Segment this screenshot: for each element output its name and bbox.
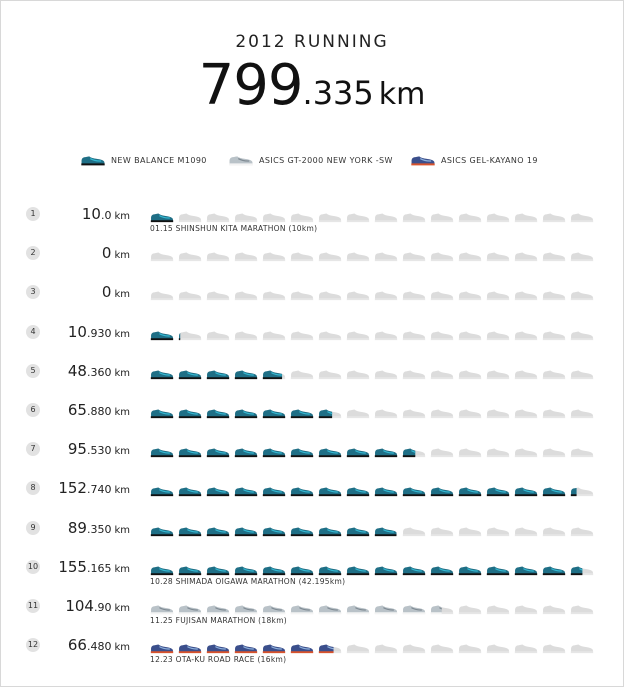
month-distance <box>40 635 130 654</box>
shoe-icon-filled <box>542 561 566 580</box>
month-row <box>0 472 624 508</box>
shoe-icon-empty <box>486 365 510 384</box>
shoe-icon-empty <box>570 639 594 658</box>
month-number: 8 <box>26 481 40 495</box>
shoe-icon-filled <box>542 482 566 501</box>
distance-fraction: .0 <box>100 209 112 222</box>
distance-unit: km <box>114 603 130 614</box>
shoe-icon-empty <box>486 208 510 227</box>
shoe-icon-empty <box>486 639 510 658</box>
month-row <box>0 512 624 548</box>
distance-unit: km <box>114 446 130 458</box>
distance-unit: km <box>114 524 130 536</box>
shoe-icon-empty <box>402 208 426 227</box>
shoe-icon-empty <box>542 404 566 423</box>
shoe-icon-empty <box>542 208 566 227</box>
distance-integer: 104 <box>65 597 94 615</box>
shoe-icon-empty <box>374 247 398 266</box>
shoe-icon-empty <box>486 404 510 423</box>
month-row <box>0 551 624 587</box>
shoe-icon-empty <box>514 247 538 266</box>
shoe-icon-filled <box>374 443 398 462</box>
shoe-icon-filled <box>206 522 230 541</box>
shoe-icon-filled <box>290 600 314 619</box>
distance-unit: km <box>114 328 130 340</box>
distance-integer: 0 <box>101 283 112 302</box>
distance-fraction: .480 <box>86 640 112 654</box>
shoe-icon-filled <box>150 522 174 541</box>
shoe-icon-filled <box>206 365 230 384</box>
distance-unit: km <box>114 642 130 654</box>
month-distance <box>40 361 130 380</box>
shoe-icon-empty <box>346 404 370 423</box>
shoe-icon-empty <box>402 404 426 423</box>
shoe-icon-filled <box>486 561 510 580</box>
shoe-icon-empty <box>374 639 398 658</box>
shoe-icon-empty <box>206 326 230 345</box>
shoe-icon <box>410 154 436 166</box>
shoe-icon-empty <box>430 365 454 384</box>
shoe-icon-empty <box>234 286 258 305</box>
shoe-icon-empty <box>206 286 230 305</box>
shoe-icon-empty <box>542 286 566 305</box>
month-row <box>0 276 624 312</box>
shoe-icon-empty <box>458 600 482 619</box>
shoe-icon-filled <box>262 522 286 541</box>
shoe-icon-empty <box>374 326 398 345</box>
shoe-icon-filled <box>206 443 230 462</box>
shoe-bar <box>150 443 610 459</box>
shoe-bar <box>150 326 610 342</box>
shoe-icon-empty <box>374 208 398 227</box>
shoe-icon-empty <box>542 443 566 462</box>
shoe-icon-filled <box>402 443 426 462</box>
shoe-icon-empty <box>458 522 482 541</box>
shoe-bar <box>150 247 610 263</box>
distance-integer: 155 <box>58 557 87 576</box>
shoe-icon-filled <box>374 522 398 541</box>
shoe-icon-empty <box>542 247 566 266</box>
shoe-bar <box>150 208 610 224</box>
month-distance <box>40 557 130 576</box>
shoe-icon-empty <box>346 247 370 266</box>
shoe-icon-empty <box>290 365 314 384</box>
month-distance <box>40 439 130 458</box>
shoe-icon-empty <box>570 208 594 227</box>
shoe-icon-empty <box>486 286 510 305</box>
shoe-icon-filled <box>262 365 286 384</box>
distance-fraction: .360 <box>86 365 112 379</box>
month-number: 11 <box>26 599 40 613</box>
shoe-icon-empty <box>178 286 202 305</box>
month-row <box>0 394 624 430</box>
shoe-icon-filled <box>150 404 174 423</box>
shoe-bar <box>150 365 610 381</box>
shoe-icon-empty <box>346 286 370 305</box>
shoe-icon-empty <box>430 443 454 462</box>
month-number: 3 <box>26 285 40 299</box>
shoe-icon-empty <box>430 326 454 345</box>
shoe-icon-empty <box>514 365 538 384</box>
distance-integer: 66 <box>67 636 87 655</box>
shoe-icon-empty <box>402 365 426 384</box>
shoe-bar <box>150 639 610 655</box>
shoe-icon-empty <box>430 247 454 266</box>
month-number: 6 <box>26 403 40 417</box>
distance-integer: 95 <box>67 440 87 459</box>
shoe-icon-filled <box>178 365 202 384</box>
shoe-icon-filled <box>234 522 258 541</box>
month-distance <box>40 478 130 497</box>
shoe-icon-empty <box>430 639 454 658</box>
distance-fraction: .90 <box>93 601 112 614</box>
month-row <box>0 355 624 391</box>
shoe-icon <box>228 154 254 166</box>
distance-integer: 152 <box>58 479 87 498</box>
total-fraction: .335 <box>302 74 374 112</box>
distance-integer: 10 <box>67 322 87 341</box>
shoe-icon-filled <box>150 482 174 501</box>
shoe-bar <box>150 561 610 577</box>
distance-integer: 48 <box>67 361 87 380</box>
shoe-icon-filled <box>346 600 370 619</box>
legend-label: ASICS GEL-KAYANO 19 <box>441 155 538 165</box>
shoe-icon-empty <box>514 208 538 227</box>
month-number: 12 <box>26 638 40 652</box>
shoe-icon-filled <box>150 326 174 345</box>
month-number: 2 <box>26 246 40 260</box>
shoe-icon-filled <box>290 443 314 462</box>
shoe-icon-empty <box>318 286 342 305</box>
race-note: 11.25 FUJISAN MARATHON (18km) <box>150 616 288 625</box>
shoe-icon-empty <box>262 326 286 345</box>
shoe-icon-empty <box>430 286 454 305</box>
shoe-icon-empty <box>346 326 370 345</box>
shoe-icon-filled <box>150 443 174 462</box>
month-number: 1 <box>26 207 40 221</box>
shoe-icon-filled <box>374 561 398 580</box>
shoe-icon-filled <box>318 404 342 423</box>
legend-item-asics-gt2000 <box>228 154 393 166</box>
shoe-icon-empty <box>318 365 342 384</box>
shoe-icon-empty <box>514 600 538 619</box>
distance-integer: 0 <box>101 244 112 263</box>
shoe-bar <box>150 522 610 538</box>
shoe-icon-empty <box>570 286 594 305</box>
shoe-icon-empty <box>234 247 258 266</box>
shoe-icon-filled <box>402 561 426 580</box>
shoe-icon-filled <box>290 404 314 423</box>
shoe-icon-empty <box>570 600 594 619</box>
shoe-icon-empty <box>458 365 482 384</box>
shoe-icon-empty <box>374 286 398 305</box>
shoe-icon-empty <box>374 365 398 384</box>
shoe-icon-empty <box>290 247 314 266</box>
shoe-icon-empty <box>514 404 538 423</box>
shoe-icon-empty <box>346 365 370 384</box>
shoe-icon-filled <box>206 482 230 501</box>
shoe-icon-empty <box>318 208 342 227</box>
month-distance <box>40 518 130 537</box>
shoe-icon-empty <box>178 247 202 266</box>
shoe-icon-empty <box>318 247 342 266</box>
shoe-icon-empty <box>486 600 510 619</box>
month-number: 4 <box>26 325 40 339</box>
distance-unit: km <box>114 485 130 497</box>
shoe-icon-empty <box>542 639 566 658</box>
shoe-icon-filled <box>402 600 426 619</box>
total-integer: 799 <box>198 53 303 118</box>
shoe-icon-empty <box>570 404 594 423</box>
shoe-icon-empty <box>514 286 538 305</box>
distance-unit: km <box>114 211 130 222</box>
shoe-icon-filled <box>458 561 482 580</box>
shoe-bar <box>150 404 610 420</box>
shoe-bar <box>150 482 610 498</box>
shoe-icon-empty <box>514 443 538 462</box>
month-row <box>0 198 624 234</box>
distance-fraction: .350 <box>86 522 112 536</box>
shoe-icon-filled <box>346 561 370 580</box>
shoe-icon-empty <box>430 208 454 227</box>
shoe-icon-empty <box>458 404 482 423</box>
shoe-icon-filled <box>514 561 538 580</box>
distance-unit: km <box>114 563 130 575</box>
shoe-icon-filled <box>234 404 258 423</box>
shoe-icon-empty <box>458 247 482 266</box>
shoe-icon-empty <box>514 326 538 345</box>
shoe-icon-empty <box>150 247 174 266</box>
distance-fraction: .930 <box>86 326 112 340</box>
month-row <box>0 629 624 665</box>
shoe-icon-filled <box>318 522 342 541</box>
shoe-icon-filled <box>346 443 370 462</box>
chart-title: 2012 RUNNING <box>235 32 389 52</box>
shoe-icon-empty <box>570 365 594 384</box>
shoe-icon-filled <box>290 522 314 541</box>
shoe-icon-empty <box>458 639 482 658</box>
shoe-icon-empty <box>514 522 538 541</box>
shoe-icon-empty <box>402 247 426 266</box>
month-row <box>0 237 624 273</box>
shoe-icon-empty <box>234 326 258 345</box>
shoe-icon-empty <box>374 404 398 423</box>
shoe-icon-filled <box>290 639 314 658</box>
shoe-icon-empty <box>262 286 286 305</box>
shoe-icon-empty <box>206 247 230 266</box>
shoe-icon-empty <box>458 326 482 345</box>
month-number: 5 <box>26 364 40 378</box>
shoe-icon-filled <box>178 482 202 501</box>
shoe-icon-filled <box>570 482 594 501</box>
distance-unit: km <box>114 250 130 262</box>
month-row <box>0 590 624 626</box>
shoe-icon-empty <box>542 600 566 619</box>
month-distance <box>40 322 130 341</box>
shoe-icon-empty <box>458 208 482 227</box>
shoe-icon-empty <box>262 247 286 266</box>
shoe-icon-empty <box>570 247 594 266</box>
shoe-icon-empty <box>486 247 510 266</box>
shoe-icon <box>80 154 106 166</box>
shoe-icon-empty <box>458 286 482 305</box>
shoe-icon-empty <box>346 639 370 658</box>
shoe-icon-filled <box>318 482 342 501</box>
shoe-icon-empty <box>570 443 594 462</box>
shoe-icon-filled <box>374 600 398 619</box>
shoe-icon-filled <box>458 482 482 501</box>
shoe-icon-filled <box>514 482 538 501</box>
distance-fraction: .165 <box>86 561 112 575</box>
shoe-icon-empty <box>570 522 594 541</box>
shoe-icon-filled <box>402 482 426 501</box>
shoe-bar <box>150 600 610 616</box>
shoe-icon-filled <box>178 404 202 423</box>
month-distance <box>40 400 130 419</box>
total-unit: km <box>378 77 426 112</box>
distance-fraction: .530 <box>86 444 112 458</box>
total-distance <box>0 53 624 118</box>
distance-unit: km <box>114 407 130 418</box>
shoe-icon-filled <box>430 561 454 580</box>
month-number: 7 <box>26 442 40 456</box>
shoe-icon-empty <box>486 522 510 541</box>
shoe-icon-empty <box>458 443 482 462</box>
shoe-icon-filled <box>262 443 286 462</box>
shoe-icon-empty <box>542 326 566 345</box>
shoe-icon-filled <box>318 600 342 619</box>
shoe-icon-filled <box>234 443 258 462</box>
shoe-icon-filled <box>262 404 286 423</box>
distance-integer: 10 <box>81 205 101 223</box>
month-number: 9 <box>26 521 40 535</box>
shoe-icon-empty <box>486 326 510 345</box>
shoe-icon-empty <box>290 286 314 305</box>
shoe-icon-empty <box>542 522 566 541</box>
shoe-icon-filled <box>206 404 230 423</box>
shoe-icon-empty <box>290 326 314 345</box>
month-distance <box>40 243 130 262</box>
shoe-icon-filled <box>430 600 454 619</box>
shoe-icon-empty <box>486 443 510 462</box>
distance-unit: km <box>114 367 130 379</box>
shoe-icon-empty <box>402 639 426 658</box>
race-note: 01.15 SHINSHUN KITA MARATHON (10km) <box>150 224 318 233</box>
shoe-icon-filled <box>178 443 202 462</box>
distance-integer: 89 <box>67 518 87 537</box>
distance-fraction: .740 <box>86 483 112 497</box>
month-row <box>0 316 624 352</box>
shoe-icon-empty <box>402 326 426 345</box>
distance-fraction: .880 <box>86 405 112 418</box>
shoe-icon-filled <box>150 365 174 384</box>
legend-item-new-balance <box>80 154 207 166</box>
shoe-icon-empty <box>430 404 454 423</box>
shoe-icon-empty <box>318 326 342 345</box>
shoe-icon-empty <box>402 286 426 305</box>
shoe-icon-filled <box>346 482 370 501</box>
month-row <box>0 433 624 469</box>
shoe-icon-filled <box>290 482 314 501</box>
month-distance <box>40 596 130 615</box>
shoe-icon-filled <box>346 522 370 541</box>
shoe-icon-empty <box>570 326 594 345</box>
legend-item-asics-kayano <box>410 154 538 166</box>
race-note: 12.23 OTA-KU ROAD RACE (16km) <box>150 655 287 665</box>
shoe-icon-empty <box>402 522 426 541</box>
shoe-icon-filled <box>178 326 202 345</box>
shoe-icon-filled <box>262 482 286 501</box>
shoe-icon-empty <box>150 286 174 305</box>
shoe-icon-filled <box>178 522 202 541</box>
shoe-icon-empty <box>346 208 370 227</box>
legend-label: NEW BALANCE M1090 <box>111 155 207 165</box>
shoe-icon-empty <box>514 639 538 658</box>
shoe-icon-filled <box>570 561 594 580</box>
shoe-bar <box>150 286 610 302</box>
legend-label: ASICS GT-2000 NEW YORK -SW <box>259 155 393 165</box>
race-note: 10.28 SHIMADA OIGAWA MARATHON (42.195km) <box>150 576 346 586</box>
shoe-icon-filled <box>374 482 398 501</box>
shoe-icon-filled <box>486 482 510 501</box>
legend <box>0 154 624 168</box>
shoe-icon-filled <box>430 482 454 501</box>
distance-integer: 65 <box>67 401 87 419</box>
month-number: 10 <box>26 560 40 574</box>
shoe-icon-empty <box>542 365 566 384</box>
month-distance <box>40 204 130 223</box>
shoe-icon-filled <box>234 482 258 501</box>
shoe-icon-filled <box>318 443 342 462</box>
month-distance <box>40 282 130 301</box>
shoe-icon-filled <box>318 639 342 658</box>
distance-unit: km <box>114 289 130 301</box>
shoe-icon-filled <box>234 365 258 384</box>
shoe-icon-empty <box>430 522 454 541</box>
